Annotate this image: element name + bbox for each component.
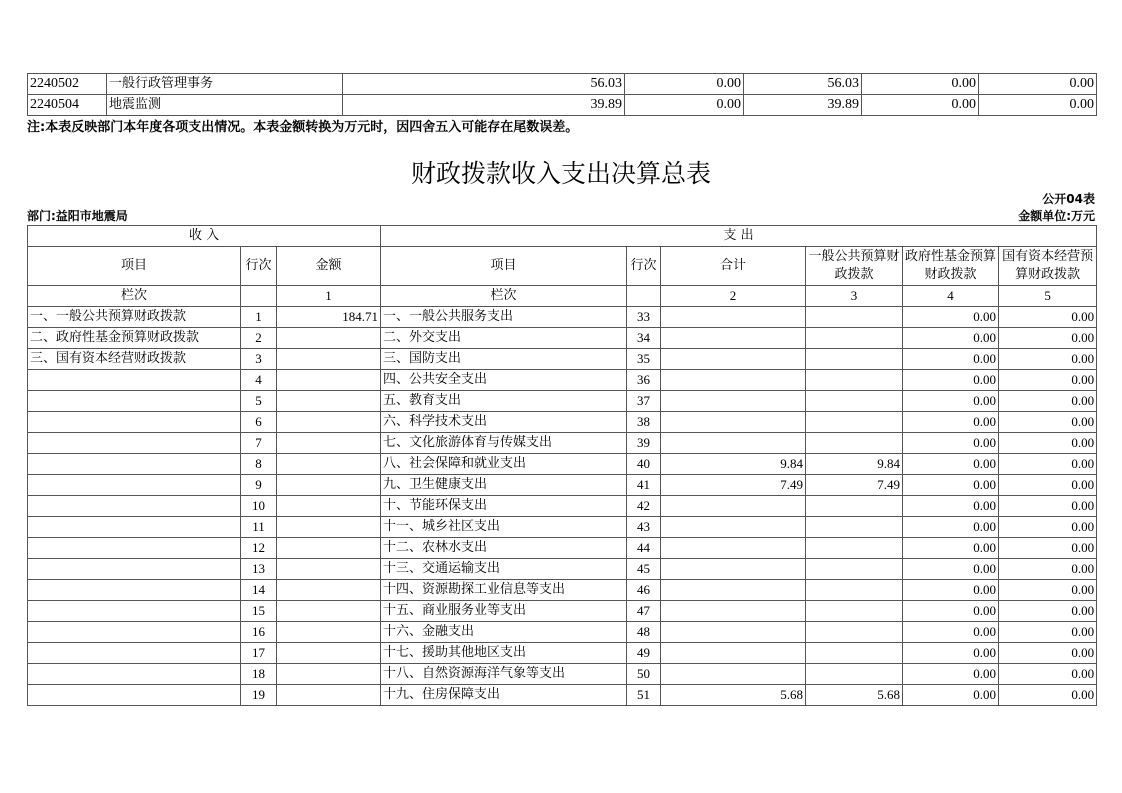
gov-fund-amount: 0.00: [903, 580, 999, 601]
income-amount: [277, 433, 381, 454]
income-line: 5: [241, 391, 277, 412]
table-row: [28, 517, 1097, 538]
table-row: [28, 580, 1097, 601]
gov-fund-amount: 0.00: [903, 433, 999, 454]
col-index: 1: [277, 286, 381, 307]
expense-item: 四、公共安全支出: [381, 370, 627, 391]
table-row: [28, 454, 1097, 475]
expense-total: [661, 601, 806, 622]
state-capital-amount: 0.00: [999, 538, 1097, 559]
general-budget-amount: [806, 622, 903, 643]
income-amount: [277, 559, 381, 580]
gov-fund-amount: 0.00: [903, 391, 999, 412]
income-amount: [277, 349, 381, 370]
unit-label: 金额单位:万元: [1018, 209, 1095, 223]
table-row: [28, 95, 1097, 116]
expense-item: 七、文化旅游体育与传媒支出: [381, 433, 627, 454]
general-budget-amount: [806, 643, 903, 664]
col-label: 栏次: [381, 286, 627, 307]
expense-item: 五、教育支出: [381, 391, 627, 412]
income-amount: [277, 643, 381, 664]
table-row: [28, 622, 1097, 643]
expense-item: 十四、资源勘探工业信息等支出: [381, 580, 627, 601]
expense-item: 十五、商业服务业等支出: [381, 601, 627, 622]
income-line: 2: [241, 328, 277, 349]
income-item: [28, 664, 241, 685]
expense-total: [661, 391, 806, 412]
income-item: 二、政府性基金预算财政拨款: [28, 328, 241, 349]
gov-fund-amount: 0.00: [903, 538, 999, 559]
state-capital-amount: 0.00: [999, 349, 1097, 370]
income-item: [28, 454, 241, 475]
expense-item: 六、科学技术支出: [381, 412, 627, 433]
income-amount: [277, 475, 381, 496]
expense-total: [661, 433, 806, 454]
income-line: 8: [241, 454, 277, 475]
expense-item: 十七、援助其他地区支出: [381, 643, 627, 664]
state-capital-amount: 0.00: [999, 685, 1097, 706]
gov-fund-amount: 0.00: [903, 475, 999, 496]
expense-line: 51: [627, 685, 661, 706]
general-budget-amount: [806, 412, 903, 433]
income-amount: [277, 622, 381, 643]
expense-line: 47: [627, 601, 661, 622]
income-line: 13: [241, 559, 277, 580]
income-amount: [277, 328, 381, 349]
table-row: [28, 412, 1097, 433]
table-row: [28, 496, 1097, 517]
general-budget-amount: [806, 328, 903, 349]
gov-fund-amount: 0.00: [903, 664, 999, 685]
income-line: 9: [241, 475, 277, 496]
state-capital-amount: 0.00: [999, 580, 1097, 601]
state-capital-header: 国有资本经营预算财政拨款: [999, 247, 1097, 286]
income-item: [28, 391, 241, 412]
state-capital-amount: 0.00: [999, 370, 1097, 391]
state-capital-amount: 0.00: [999, 664, 1097, 685]
general-budget-amount: [806, 580, 903, 601]
expense-line: 34: [627, 328, 661, 349]
item-code: 2240502: [28, 74, 107, 95]
col-index: 2: [661, 286, 806, 307]
expense-item: 十三、交通运输支出: [381, 559, 627, 580]
table-row: [28, 538, 1097, 559]
expense-item-header: 项目: [381, 247, 627, 286]
table-note: 注:本表反映部门本年度各项支出情况。本表金额转换为万元时，因四舍五入可能存在尾数误差。: [27, 120, 579, 135]
gov-fund-amount: 0.00: [903, 601, 999, 622]
item-name: 地震监测: [107, 95, 343, 116]
income-line: 16: [241, 622, 277, 643]
amount-header: 金额: [277, 247, 381, 286]
expense-line: 50: [627, 664, 661, 685]
expense-item: 十二、农林水支出: [381, 538, 627, 559]
expense-item: 十一、城乡社区支出: [381, 517, 627, 538]
gov-fund-amount: 0.00: [903, 559, 999, 580]
income-line: 17: [241, 643, 277, 664]
expense-total: 5.68: [661, 685, 806, 706]
income-amount: [277, 580, 381, 601]
table-row: [28, 328, 1097, 349]
state-capital-amount: 0.00: [999, 433, 1097, 454]
income-header: 收 入: [28, 226, 381, 247]
income-item: [28, 580, 241, 601]
general-budget-amount: [806, 496, 903, 517]
income-item: [28, 601, 241, 622]
table-row: [28, 664, 1097, 685]
expense-line-header: 行次: [627, 247, 661, 286]
amount-cell: 0.00: [979, 95, 1097, 116]
col-index: 4: [903, 286, 999, 307]
expense-line: 43: [627, 517, 661, 538]
expense-total: [661, 349, 806, 370]
expense-total: 7.49: [661, 475, 806, 496]
expense-line: 40: [627, 454, 661, 475]
state-capital-amount: 0.00: [999, 559, 1097, 580]
table-row: [28, 307, 1097, 328]
gov-fund-amount: 0.00: [903, 412, 999, 433]
table-row: [28, 433, 1097, 454]
expense-total: [661, 664, 806, 685]
income-amount: [277, 664, 381, 685]
expense-total: [661, 517, 806, 538]
income-item: [28, 517, 241, 538]
gov-fund-amount: 0.00: [903, 307, 999, 328]
expense-item: 九、卫生健康支出: [381, 475, 627, 496]
income-item-header: 项目: [28, 247, 241, 286]
income-line: 4: [241, 370, 277, 391]
expense-total: [661, 622, 806, 643]
expense-total: 9.84: [661, 454, 806, 475]
general-budget-amount: [806, 517, 903, 538]
amount-cell: 0.00: [625, 74, 744, 95]
income-amount: [277, 517, 381, 538]
amount-cell: 0.00: [979, 74, 1097, 95]
income-item: 一、一般公共预算财政拨款: [28, 307, 241, 328]
table-row: [28, 685, 1097, 706]
header-row-columns: [28, 247, 1097, 286]
state-capital-amount: 0.00: [999, 307, 1097, 328]
expense-total: [661, 559, 806, 580]
table-row: [28, 559, 1097, 580]
income-line: 6: [241, 412, 277, 433]
expense-item: 二、外交支出: [381, 328, 627, 349]
income-amount: [277, 454, 381, 475]
table-row: [28, 391, 1097, 412]
income-amount: [277, 370, 381, 391]
expense-item: 十、节能环保支出: [381, 496, 627, 517]
income-amount: [277, 685, 381, 706]
header-row-groups: [28, 226, 1097, 247]
amount-cell: 0.00: [625, 95, 744, 116]
fiscal-summary-table: [27, 225, 1097, 706]
general-budget-amount: [806, 559, 903, 580]
expense-total: [661, 370, 806, 391]
expense-line: 45: [627, 559, 661, 580]
expense-line: 35: [627, 349, 661, 370]
income-line: 14: [241, 580, 277, 601]
general-budget-amount: [806, 664, 903, 685]
general-budget-amount: [806, 307, 903, 328]
expense-detail-table: [27, 73, 1097, 116]
expense-total: [661, 580, 806, 601]
expense-line: 48: [627, 622, 661, 643]
general-budget-amount: 5.68: [806, 685, 903, 706]
income-line: 12: [241, 538, 277, 559]
gov-fund-amount: 0.00: [903, 643, 999, 664]
expense-total: [661, 643, 806, 664]
col-label: 栏次: [28, 286, 241, 307]
income-item: [28, 685, 241, 706]
general-budget-amount: [806, 538, 903, 559]
general-budget-amount: [806, 349, 903, 370]
expense-item: 一、一般公共服务支出: [381, 307, 627, 328]
gov-fund-amount: 0.00: [903, 685, 999, 706]
state-capital-amount: 0.00: [999, 517, 1097, 538]
state-capital-amount: 0.00: [999, 328, 1097, 349]
table-row: [28, 475, 1097, 496]
state-capital-amount: 0.00: [999, 412, 1097, 433]
general-budget-amount: [806, 433, 903, 454]
expense-line: 37: [627, 391, 661, 412]
income-item: [28, 412, 241, 433]
gov-fund-amount: 0.00: [903, 496, 999, 517]
table-row: [28, 349, 1097, 370]
expense-header: 支 出: [381, 226, 1097, 247]
state-capital-amount: 0.00: [999, 643, 1097, 664]
income-line: 7: [241, 433, 277, 454]
income-item: [28, 538, 241, 559]
page-title: 财政拨款收入支出决算总表: [410, 159, 711, 188]
income-line-header: 行次: [241, 247, 277, 286]
income-amount: [277, 412, 381, 433]
expense-total: [661, 496, 806, 517]
expense-item: 十九、住房保障支出: [381, 685, 627, 706]
general-budget-amount: [806, 391, 903, 412]
item-name: 一般行政管理事务: [107, 74, 343, 95]
general-budget-header: 一般公共预算财政拨款: [806, 247, 903, 286]
expense-line: 36: [627, 370, 661, 391]
expense-line: 49: [627, 643, 661, 664]
amount-cell: 0.00: [862, 74, 979, 95]
amount-cell: 56.03: [343, 74, 625, 95]
expense-item: 八、社会保障和就业支出: [381, 454, 627, 475]
income-line: 3: [241, 349, 277, 370]
expense-total: [661, 538, 806, 559]
amount-cell: 56.03: [744, 74, 862, 95]
income-item: [28, 475, 241, 496]
income-amount: [277, 538, 381, 559]
general-budget-amount: [806, 370, 903, 391]
expense-total: [661, 412, 806, 433]
table-row: [28, 643, 1097, 664]
income-item: 三、国有资本经营财政拨款: [28, 349, 241, 370]
column-index-row: [28, 286, 1097, 307]
gov-fund-amount: 0.00: [903, 328, 999, 349]
expense-line: 41: [627, 475, 661, 496]
income-line: 1: [241, 307, 277, 328]
blank-cell: [241, 286, 277, 307]
state-capital-amount: 0.00: [999, 496, 1097, 517]
department-label: 部门:益阳市地震局: [27, 209, 128, 223]
income-line: 15: [241, 601, 277, 622]
state-capital-amount: 0.00: [999, 622, 1097, 643]
income-amount: [277, 496, 381, 517]
expense-line: 39: [627, 433, 661, 454]
expense-total: [661, 307, 806, 328]
table-row: [28, 370, 1097, 391]
expense-line: 46: [627, 580, 661, 601]
state-capital-amount: 0.00: [999, 475, 1097, 496]
income-line: 10: [241, 496, 277, 517]
general-budget-amount: [806, 601, 903, 622]
gov-fund-amount: 0.00: [903, 517, 999, 538]
expense-line: 33: [627, 307, 661, 328]
gov-fund-amount: 0.00: [903, 370, 999, 391]
amount-cell: 0.00: [862, 95, 979, 116]
income-item: [28, 496, 241, 517]
gov-fund-amount: 0.00: [903, 349, 999, 370]
income-item: [28, 433, 241, 454]
amount-cell: 39.89: [343, 95, 625, 116]
expense-line: 44: [627, 538, 661, 559]
expense-item: 三、国防支出: [381, 349, 627, 370]
income-item: [28, 370, 241, 391]
income-line: 19: [241, 685, 277, 706]
expense-item: 十八、自然资源海洋气象等支出: [381, 664, 627, 685]
state-capital-amount: 0.00: [999, 391, 1097, 412]
gov-fund-header: 政府性基金预算财政拨款: [903, 247, 999, 286]
gov-fund-amount: 0.00: [903, 454, 999, 475]
income-item: [28, 622, 241, 643]
income-line: 18: [241, 664, 277, 685]
general-budget-amount: 9.84: [806, 454, 903, 475]
expense-total: [661, 328, 806, 349]
amount-cell: 39.89: [744, 95, 862, 116]
state-capital-amount: 0.00: [999, 454, 1097, 475]
income-line: 11: [241, 517, 277, 538]
table-row: [28, 74, 1097, 95]
income-amount: [277, 601, 381, 622]
blank-cell: [627, 286, 661, 307]
general-budget-amount: 7.49: [806, 475, 903, 496]
expense-line: 42: [627, 496, 661, 517]
gov-fund-amount: 0.00: [903, 622, 999, 643]
table-row: [28, 601, 1097, 622]
form-code: 公开04表: [1042, 192, 1095, 206]
col-index: 3: [806, 286, 903, 307]
total-header: 合计: [661, 247, 806, 286]
state-capital-amount: 0.00: [999, 601, 1097, 622]
income-amount: [277, 391, 381, 412]
item-code: 2240504: [28, 95, 107, 116]
income-amount: 184.71: [277, 307, 381, 328]
expense-item: 十六、金融支出: [381, 622, 627, 643]
income-item: [28, 559, 241, 580]
expense-line: 38: [627, 412, 661, 433]
col-index: 5: [999, 286, 1097, 307]
income-item: [28, 643, 241, 664]
